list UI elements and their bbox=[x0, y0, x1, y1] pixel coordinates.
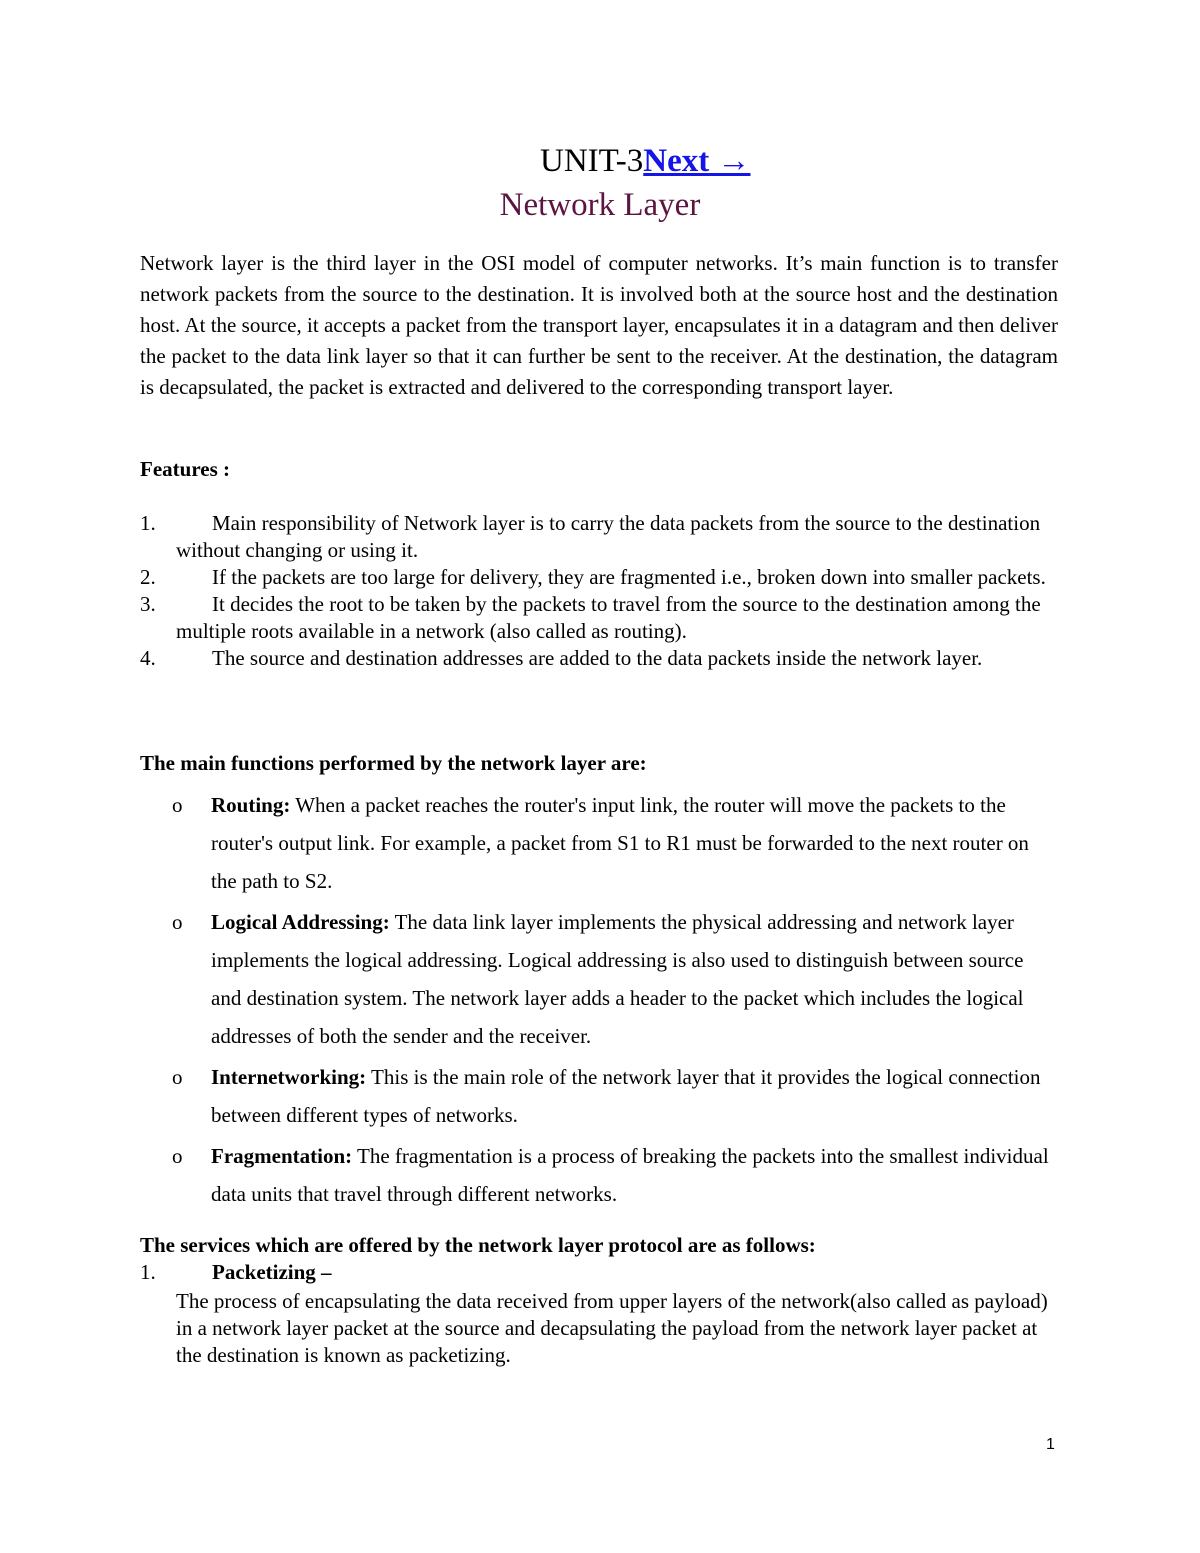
list-item-text: Main responsibility of Network layer is to carry the data packets from the source to the destination without changing or using it. bbox=[176, 511, 1041, 562]
functions-list bbox=[172, 786, 1058, 1216]
unit-label: UNIT-3 bbox=[540, 143, 644, 179]
function-term: Fragmentation: bbox=[211, 1144, 353, 1168]
features-heading: Features : bbox=[140, 457, 230, 481]
unit-title bbox=[540, 140, 811, 182]
service-item-title bbox=[140, 1259, 1058, 1286]
page-number: 1 bbox=[1046, 1436, 1055, 1453]
list-item bbox=[140, 510, 1058, 564]
list-item-text: The source and destination addresses are added to the data packets inside the network layer. bbox=[212, 646, 983, 670]
page-title: Network Layer bbox=[499, 187, 701, 223]
function-text: This is the main role of the network layer that it provides the logical connection between different types of networks. bbox=[211, 1065, 1041, 1127]
list-item-text: If the packets are too large for delivery, they are fragmented i.e., broken down into smaller packets. bbox=[212, 565, 1046, 589]
function-term: Logical Addressing: bbox=[211, 910, 390, 934]
functions-heading: The main functions performed by the network layer are: bbox=[140, 751, 647, 775]
bullet-icon: o bbox=[172, 793, 183, 817]
function-text: The data link layer implements the physical addressing and network layer implements the logical addressing. Logical addressing is also used to distinguish between source and destination system. The network layer adds a header to the packet which includes the logical addresses of both the sender and the receiver. bbox=[211, 910, 1024, 1048]
list-item bbox=[140, 645, 1058, 672]
bullet-icon: o bbox=[172, 1065, 183, 1089]
service-title: Packetizing – bbox=[212, 1260, 332, 1284]
services-heading: The services which are offered by the network layer protocol are as follows: bbox=[140, 1233, 816, 1257]
service-description: The process of encapsulating the data received from upper layers of the network(also called as payload) in a network layer packet at the source and decapsulating the payload from the network layer packet at the destination is known as packetizing. bbox=[176, 1289, 1048, 1367]
intro-paragraph: Network layer is the third layer in the OSI model of computer networks. It’s main function is to transfer network packets from the source to the destination. It is involved both at the source host and the destination host. At the source, it accepts a packet from the transport layer, encapsulates it in a datagram and then deliver the packet to the data link layer so that it can further be sent to the receiver. At the destination, the datagram is decapsulated, the packet is extracted and delivered to the corresponding transport layer. bbox=[140, 251, 1058, 399]
bullet-icon: o bbox=[172, 1144, 183, 1168]
list-item bbox=[172, 903, 1058, 1055]
function-text: When a packet reaches the router's input link, the router will move the packets to the router's output link. For example, a packet from S1 to R1 must be forwarded to the next router on the path to S2. bbox=[211, 793, 1029, 893]
function-term: Routing: bbox=[211, 793, 291, 817]
function-term: Internetworking: bbox=[211, 1065, 367, 1089]
list-item bbox=[140, 591, 1058, 645]
list-item bbox=[140, 564, 1058, 591]
next-link[interactable]: Next → bbox=[643, 143, 751, 179]
list-number: 1. bbox=[140, 511, 156, 535]
list-number: 1. bbox=[140, 1260, 156, 1284]
list-item bbox=[172, 1058, 1058, 1134]
list-item bbox=[172, 786, 1058, 900]
features-list bbox=[140, 510, 1058, 672]
list-number: 3. bbox=[140, 592, 156, 616]
list-item bbox=[172, 1137, 1058, 1213]
function-text: The fragmentation is a process of breaking the packets into the smallest individual data units that travel through different networks. bbox=[211, 1144, 1049, 1206]
list-number: 4. bbox=[140, 646, 156, 670]
services-section bbox=[140, 1232, 1058, 1369]
list-item-text: It decides the root to be taken by the packets to travel from the source to the destination among the multiple roots available in a network (also called as routing). bbox=[176, 592, 1041, 643]
list-number: 2. bbox=[140, 565, 156, 589]
bullet-icon: o bbox=[172, 910, 183, 934]
